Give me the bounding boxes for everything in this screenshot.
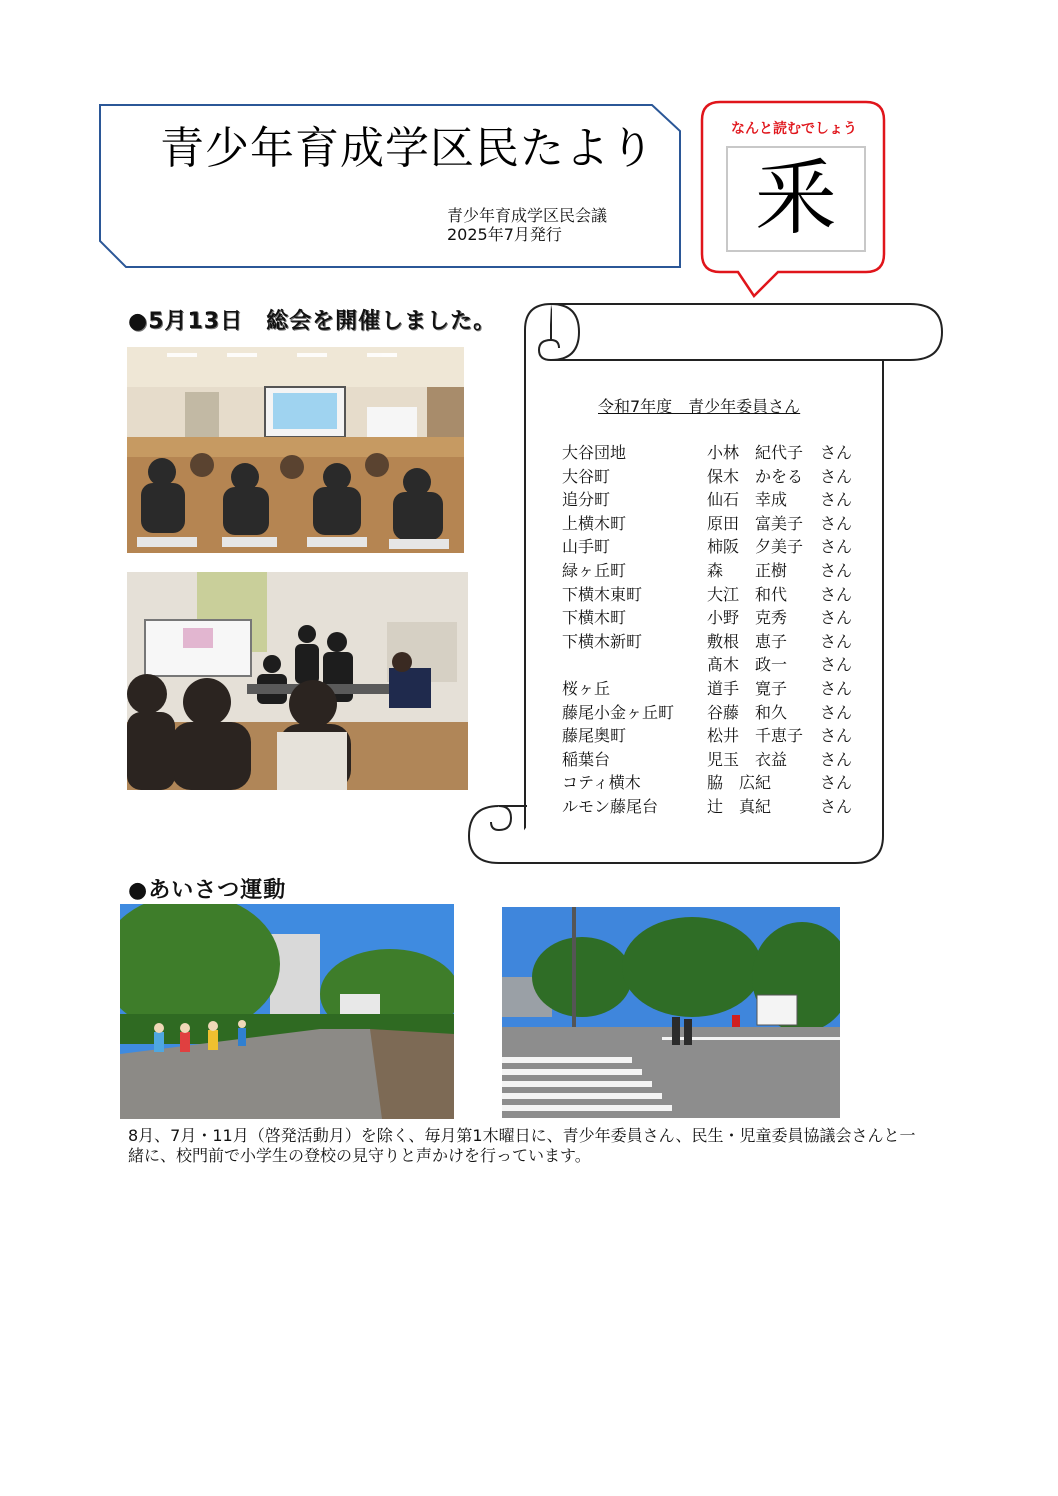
member-name: 仙石 幸成 bbox=[707, 490, 788, 510]
member-suffix: さん bbox=[820, 490, 853, 510]
member-area: 下横木新町 bbox=[562, 631, 643, 651]
member-suffix: さん bbox=[820, 796, 853, 816]
committee-member bbox=[562, 630, 872, 654]
meeting-hall-photo bbox=[127, 347, 464, 553]
member-area: 桜ヶ丘 bbox=[562, 678, 611, 698]
member-suffix: さん bbox=[820, 749, 853, 769]
member-name: 柿阪 夕美子 bbox=[707, 537, 804, 557]
committee-member bbox=[562, 701, 872, 725]
member-name: 髙木 政一 bbox=[707, 655, 788, 675]
committee-member bbox=[562, 795, 872, 819]
committee-list bbox=[562, 441, 872, 819]
member-suffix: さん bbox=[820, 584, 853, 604]
committee-member bbox=[562, 653, 872, 677]
committee-member bbox=[562, 748, 872, 772]
committee-member bbox=[562, 535, 872, 559]
member-suffix: さん bbox=[820, 631, 853, 651]
quiz-label: なんと読むでしょう bbox=[731, 121, 857, 137]
member-name: 小林 紀代子 bbox=[707, 443, 804, 462]
newsletter-title: 青少年育成学区民たより bbox=[160, 123, 655, 174]
greeting-campaign-caption: 8月、7月・11月（啓発活動月）を除く、毎月第1木曜日に、青少年委員さん、民生・児童委員協議会さんと一緒に、校門前で小学生の登校の見守りと声かけを行っています。 bbox=[128, 1126, 916, 1165]
member-name: 森 正樹 bbox=[707, 560, 788, 580]
member-name: 辻 真紀 bbox=[707, 796, 772, 816]
issue-date: 2025年7月発行 bbox=[447, 225, 562, 244]
member-area: 緑ヶ丘町 bbox=[562, 560, 627, 580]
member-name: 大江 和代 bbox=[707, 584, 788, 604]
committee-member bbox=[562, 724, 872, 748]
quiz-kanji: 釆 bbox=[754, 151, 837, 246]
committee-member bbox=[562, 488, 872, 512]
member-suffix: さん bbox=[820, 560, 853, 580]
member-suffix: さん bbox=[820, 702, 853, 722]
member-area: コティ横木 bbox=[562, 773, 641, 793]
member-suffix: さん bbox=[820, 608, 853, 628]
member-area: 藤尾奥町 bbox=[562, 726, 627, 746]
member-name: 松井 千恵子 bbox=[707, 726, 804, 746]
committee-title: 令和7年度 青少年委員さん bbox=[598, 397, 801, 416]
member-suffix: さん bbox=[820, 466, 853, 486]
quiz-kanji-box bbox=[726, 146, 866, 252]
member-name: 谷藤 和久 bbox=[707, 702, 788, 722]
committee-member bbox=[562, 441, 872, 465]
member-area: 藤尾小金ヶ丘町 bbox=[562, 702, 675, 722]
member-area: 追分町 bbox=[562, 490, 611, 510]
member-suffix: さん bbox=[820, 443, 853, 462]
member-area: 上横木町 bbox=[562, 513, 627, 533]
member-name: 道手 寛子 bbox=[707, 678, 788, 698]
member-suffix: さん bbox=[820, 655, 853, 675]
member-name: 原田 富美子 bbox=[707, 513, 804, 533]
member-suffix: さん bbox=[820, 678, 853, 698]
publisher-name: 青少年育成学区民会議 bbox=[447, 206, 608, 225]
member-name: 小野 克秀 bbox=[707, 608, 788, 628]
greeting-campaign-heading: ●あいさつ運動 bbox=[128, 878, 287, 903]
member-name: 脇 広紀 bbox=[707, 773, 772, 793]
member-area: 下横木町 bbox=[562, 608, 627, 628]
member-area: 大谷団地 bbox=[562, 443, 627, 462]
member-name: 児玉 衣益 bbox=[707, 749, 788, 769]
crosswalk-photo bbox=[502, 907, 840, 1118]
committee-member bbox=[562, 677, 872, 701]
member-area: ルモン藤尾台 bbox=[562, 796, 659, 816]
committee-member bbox=[562, 559, 872, 583]
committee-member bbox=[562, 771, 872, 795]
member-area: 山手町 bbox=[562, 537, 611, 557]
member-suffix: さん bbox=[820, 537, 853, 557]
publisher-block bbox=[447, 206, 607, 244]
committee-member bbox=[562, 606, 872, 630]
member-area: 大谷町 bbox=[562, 466, 611, 486]
general-meeting-heading: ●5月13日 総会を開催しました。 bbox=[128, 309, 497, 334]
committee-member bbox=[562, 512, 872, 536]
member-suffix: さん bbox=[820, 773, 853, 793]
member-area: 下横木東町 bbox=[562, 584, 643, 604]
committee-member bbox=[562, 465, 872, 489]
member-name: 敷根 恵子 bbox=[707, 631, 788, 651]
member-suffix: さん bbox=[820, 726, 853, 746]
member-name: 保木 かをる bbox=[707, 466, 804, 486]
meeting-speaker-photo bbox=[127, 572, 468, 790]
member-suffix: さん bbox=[820, 513, 853, 533]
committee-member bbox=[562, 583, 872, 607]
school-path-photo bbox=[120, 904, 454, 1119]
member-area: 稲葉台 bbox=[562, 749, 611, 769]
